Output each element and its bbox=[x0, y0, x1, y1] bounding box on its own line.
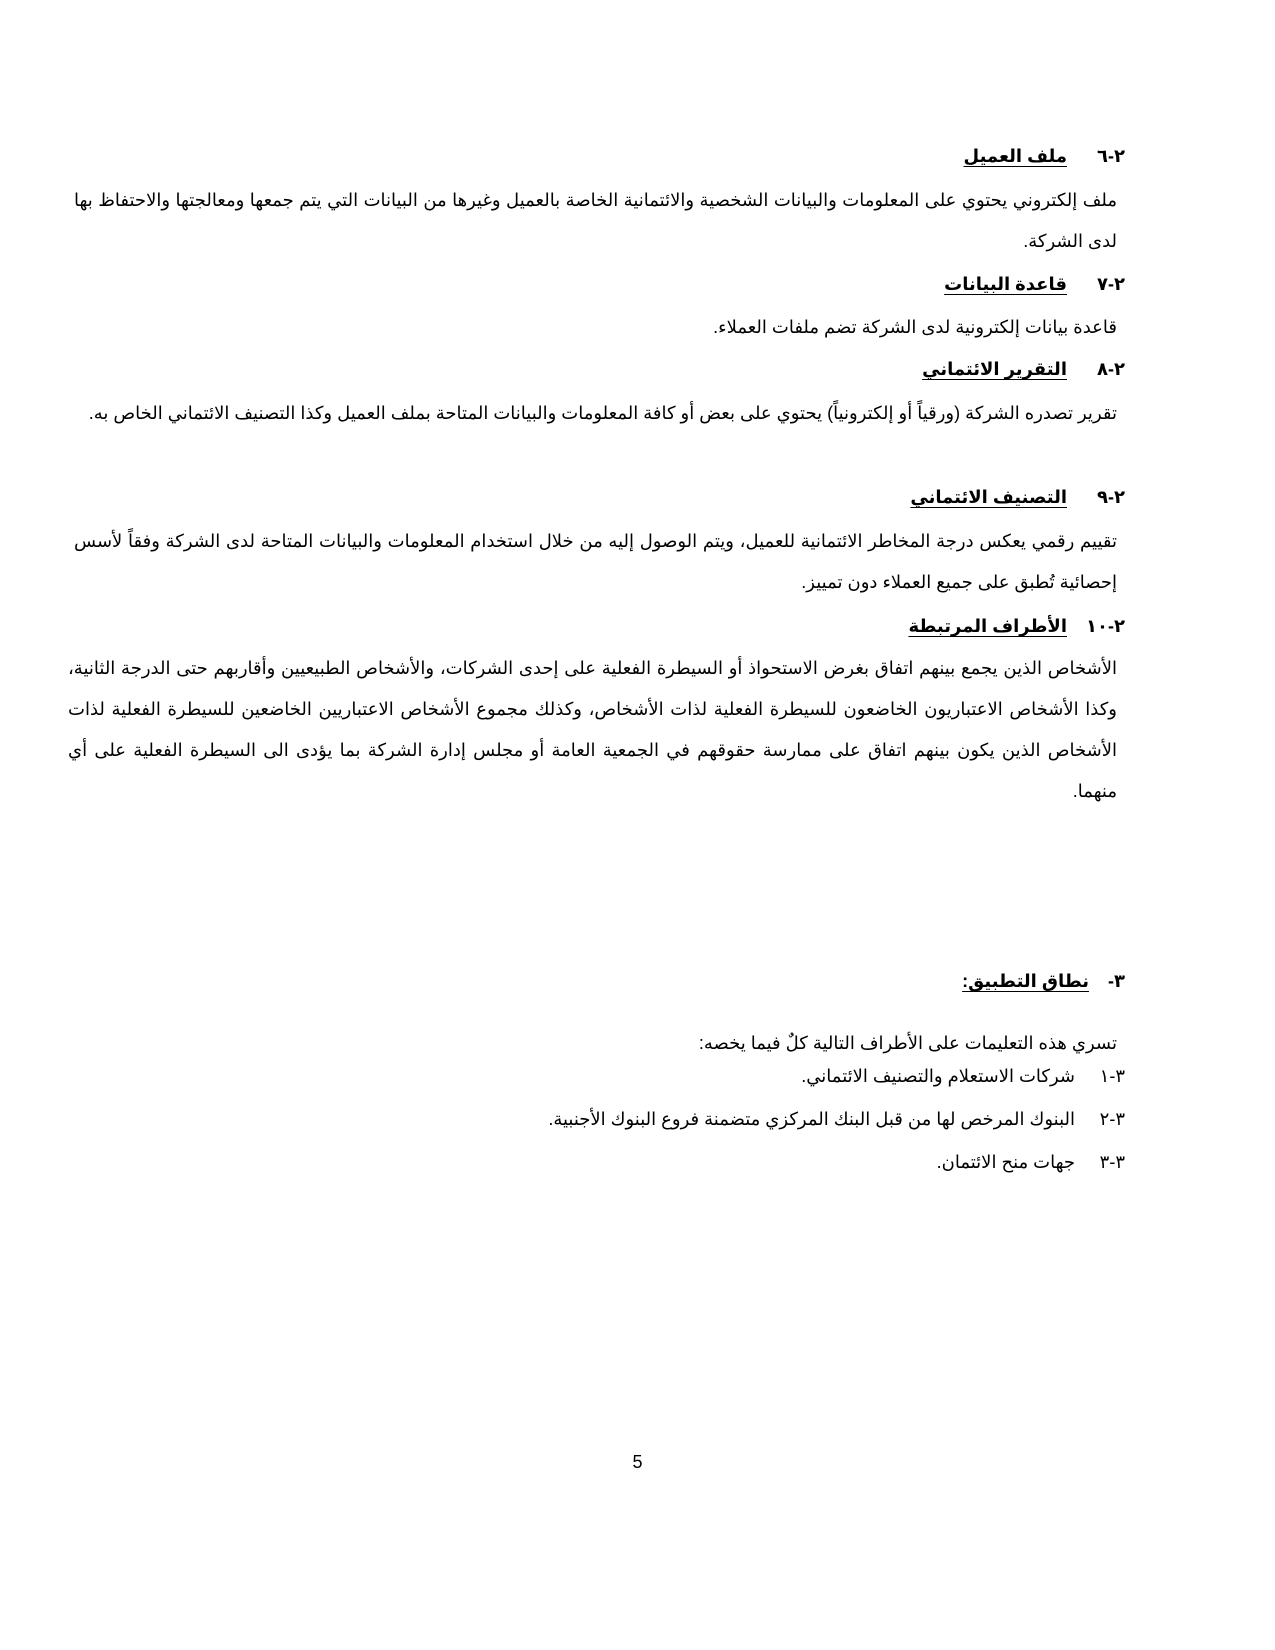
scope-list-item bbox=[937, 1152, 1125, 1173]
definition-heading bbox=[922, 359, 1125, 380]
definition-heading bbox=[964, 146, 1126, 167]
definition-title: ملف العميل bbox=[963, 146, 1067, 166]
scope-list-item bbox=[801, 1066, 1125, 1087]
definition-heading bbox=[908, 616, 1125, 637]
list-item-number: ٣-١ bbox=[1099, 1066, 1125, 1086]
scope-list-item bbox=[548, 1109, 1125, 1130]
definition-text: قاعدة بيانات إلكترونية لدى الشركة تضم ملفات العملاء. bbox=[713, 317, 1117, 337]
definition-number: ٢-٩ bbox=[1097, 487, 1125, 507]
definition-text: تقرير تصدره الشركة (ورقياً أو إلكترونياً) يحتوي على بعض أو كافة المعلومات والبيانات المتاحة بملف العميل وكذا التصنيف الائتماني الخاص به. bbox=[88, 403, 1117, 423]
definition-number: ٢-٧ bbox=[1097, 274, 1125, 294]
section-number: ٣- bbox=[1108, 971, 1125, 991]
definition-title: التصنيف الائتماني bbox=[910, 487, 1067, 507]
definition-text: الأشخاص الذين يجمع بينهم اتفاق بغرض الاستحواذ أو السيطرة الفعلية على إحدى الشركات، والأشخاص الطبيعيين وأقاربهم حتى الدرجة الثانية، وكذا الأشخاص الاعتباريون الخاضعون للسيطرة الفعلية لذات الأشخاص، وكذلك مجموع الأشخاص الاعتباريين الخاضعين للسيطرة الفعلية لذات الأشخاص الذين يكون بينهم اتفاق على ممارسة حقوقهم في الجمعية العامة أو مجلس إدارة الشركة بما يؤدى الى السيطرة الفعلية على أي منهما. bbox=[68, 658, 1118, 801]
definition-number: ٢-١٠ bbox=[1086, 616, 1125, 636]
definition-title: قاعدة البيانات bbox=[944, 274, 1067, 294]
definition-number: ٢-٦ bbox=[1097, 146, 1125, 166]
definition-number: ٢-٨ bbox=[1097, 359, 1125, 379]
section-intro: تسري هذه التعليمات على الأطراف التالية كلٌ فيما يخصه: bbox=[698, 1033, 1117, 1053]
definition-text: تقييم رقمي يعكس درجة المخاطر الائتمانية للعميل، ويتم الوصول إليه من خلال استخدام المعلومات والبيانات المتاحة لدى الشركة وفقاً لأسس إحصائية تُطبق على جميع العملاء دون تمييز. bbox=[74, 531, 1117, 592]
definition-heading bbox=[910, 487, 1125, 508]
list-item-text: جهات منح الائتمان. bbox=[936, 1152, 1075, 1172]
list-item-text: شركات الاستعلام والتصنيف الائتماني. bbox=[801, 1066, 1075, 1086]
list-item-number: ٣-٢ bbox=[1099, 1109, 1125, 1129]
list-item-text: البنوك المرخص لها من قبل البنك المركزي متضمنة فروع البنوك الأجنبية. bbox=[548, 1109, 1075, 1129]
definition-title: الأطراف المرتبطة bbox=[908, 616, 1067, 636]
page-number: 5 bbox=[632, 1452, 643, 1472]
definition-text: ملف إلكتروني يحتوي على المعلومات والبيانات الشخصية والائتمانية الخاصة بالعميل وغيرها من البيانات التي يتم جمعها ومعالجتها والاحتفاظ بها لدى الشركة. bbox=[74, 190, 1117, 251]
definition-title: التقرير الائتماني bbox=[922, 359, 1067, 379]
list-item-number: ٣-٣ bbox=[1099, 1152, 1125, 1172]
section-heading bbox=[962, 971, 1125, 992]
definition-heading bbox=[944, 274, 1125, 295]
section-title: نطاق التطبيق: bbox=[962, 971, 1089, 991]
